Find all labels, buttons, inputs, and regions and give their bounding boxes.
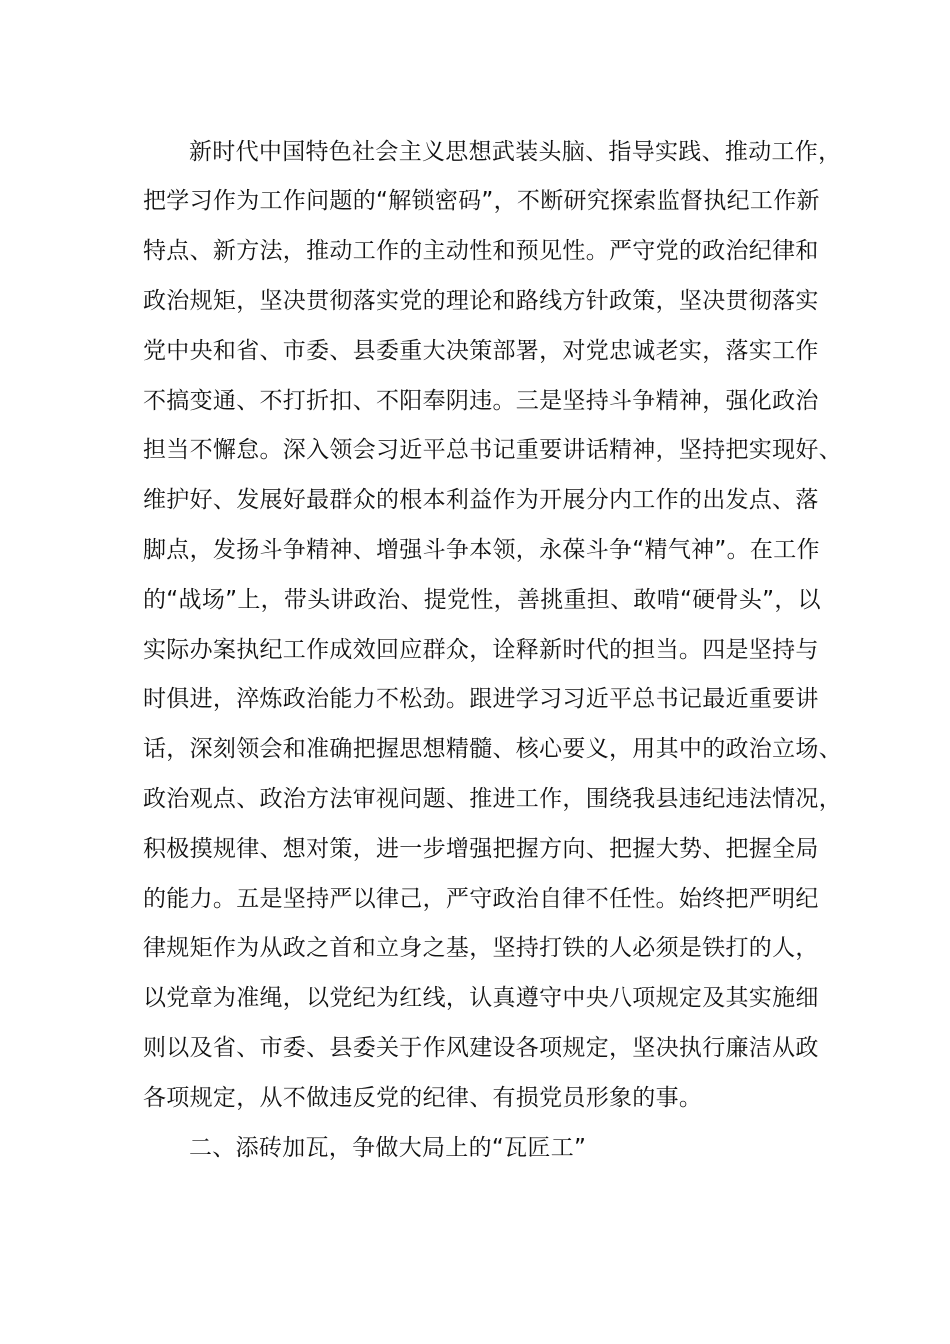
section-heading: 二、添砖加瓦，争做大局上的“瓦匠工” bbox=[189, 1135, 587, 1161]
paragraph-line: 律规矩作为从政之首和立身之基，坚持打铁的人必须是铁打的人， bbox=[143, 935, 819, 961]
paragraph-line: 的能力。五是坚持严以律己，严守政治自律不任性。始终把严明纪 bbox=[143, 886, 819, 912]
paragraph-line: 的“战场”上，带头讲政治、提党性，善挑重担、敢啃“硬骨头”，以 bbox=[143, 587, 821, 613]
paragraph-line: 脚点，发扬斗争精神、增强斗争本领，永葆斗争“精气神”。在工作 bbox=[143, 537, 820, 563]
paragraph-line: 实际办案执纪工作成效回应群众，诠释新时代的担当。四是坚持与 bbox=[143, 637, 819, 663]
paragraph-line: 党中央和省、市委、县委重大决策部署，对党忠诚老实，落实工作 bbox=[143, 338, 819, 364]
paragraph-line: 政治规矩，坚决贯彻落实党的理论和路线方针政策，坚决贯彻落实 bbox=[143, 288, 819, 314]
paragraph-line: 积极摸规律、想对策，进一步增强把握方向、把握大势、把握全局 bbox=[143, 836, 819, 862]
paragraph-line: 则以及省、市委、县委关于作风建设各项规定，坚决执行廉洁从政 bbox=[143, 1035, 819, 1061]
paragraph-line: 担当不懈怠。深入领会习近平总书记重要讲话精神，坚持把实现好、 bbox=[143, 437, 842, 463]
paragraph-line: 新时代中国特色社会主义思想武装头脑、指导实践、推动工作， bbox=[189, 139, 842, 165]
paragraph-line: 时俱进，淬炼政治能力不松劲。跟进学习习近平总书记最近重要讲 bbox=[143, 686, 819, 712]
paragraph-line: 政治观点、政治方法审视问题、推进工作，围绕我县违纪违法情况， bbox=[143, 786, 842, 812]
paragraph-line: 以党章为准绳，以党纪为红线，认真遵守中央八项规定及其实施细 bbox=[143, 985, 819, 1011]
paragraph-line: 各项规定，从不做违反党的纪律、有损党员形象的事。 bbox=[143, 1085, 703, 1111]
paragraph-line: 不搞变通、不打折扣、不阳奉阴违。三是坚持斗争精神，强化政治 bbox=[143, 388, 819, 414]
paragraph-line: 维护好、发展好最群众的根本利益作为开展分内工作的出发点、落 bbox=[143, 487, 819, 513]
paragraph-line: 特点、新方法，推动工作的主动性和预见性。严守党的政治纪律和 bbox=[143, 238, 819, 264]
paragraph-line: 把学习作为工作问题的“解锁密码”，不断研究探索监督执纪工作新 bbox=[143, 188, 820, 214]
paragraph-line: 话，深刻领会和准确把握思想精髓、核心要义，用其中的政治立场、 bbox=[143, 736, 842, 762]
